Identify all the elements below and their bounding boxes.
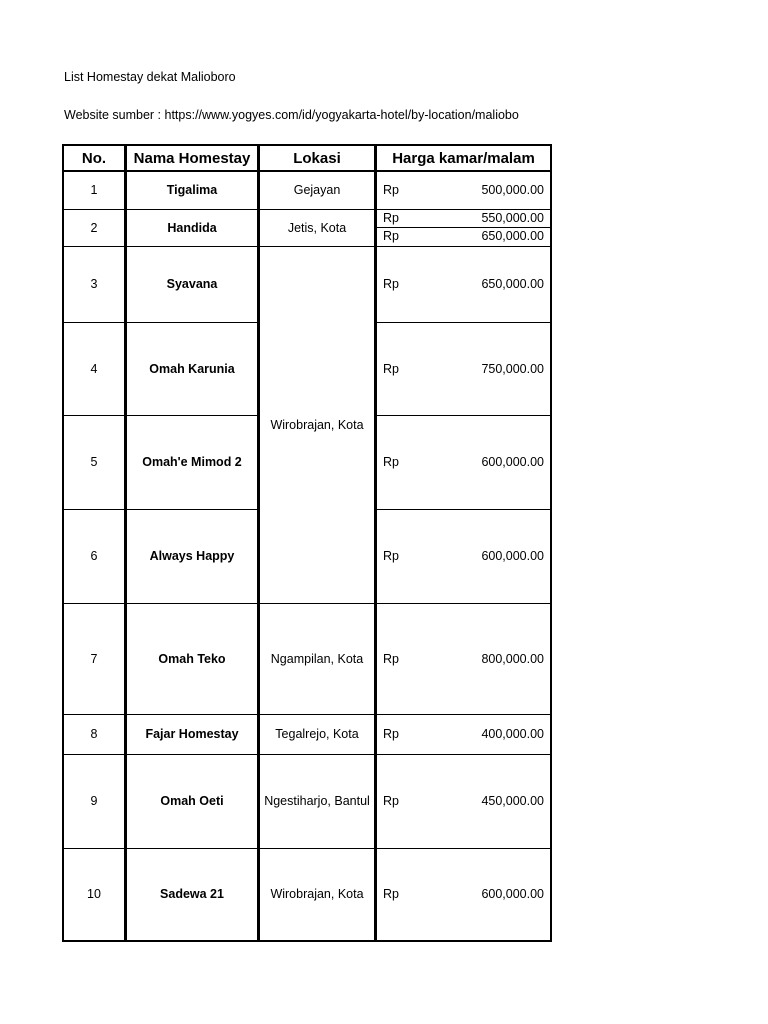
homestay-price — [376, 848, 552, 941]
price-amount: 500,000.00 — [481, 183, 544, 198]
homestay-price — [376, 246, 552, 322]
column-header-name: Nama Homestay — [126, 145, 259, 171]
currency-label: Rp — [383, 651, 399, 666]
table-row — [63, 754, 551, 848]
homestay-name: Sadewa 21 — [126, 848, 259, 941]
price-amount: 550,000.00 — [481, 211, 544, 225]
row-number: 8 — [63, 714, 126, 754]
price-amount: 600,000.00 — [481, 549, 544, 563]
price-amount: 600,000.00 — [481, 455, 544, 469]
homestay-location: Tegalrejo, Kota — [259, 714, 376, 754]
row-number: 9 — [63, 754, 126, 848]
price-amount: 650,000.00 — [481, 229, 544, 243]
homestay-name: Handida — [126, 209, 259, 246]
homestay-location: Wirobrajan, Kota — [259, 246, 376, 603]
row-number: 4 — [63, 322, 126, 415]
column-header-no: No. — [63, 145, 126, 171]
column-header-price: Harga kamar/malam — [376, 145, 552, 171]
currency-label: Rp — [383, 361, 399, 376]
price-amount: 400,000.00 — [481, 727, 544, 741]
currency-label: Rp — [383, 727, 399, 741]
homestay-name: Omah Oeti — [126, 754, 259, 848]
homestay-table — [62, 144, 552, 942]
table-row — [63, 603, 551, 714]
table-row — [63, 714, 551, 754]
currency-label: Rp — [383, 277, 399, 291]
currency-label: Rp — [383, 183, 399, 198]
homestay-location: Gejayan — [259, 171, 376, 209]
homestay-name: Omah Karunia — [126, 322, 259, 415]
homestay-price — [376, 322, 552, 415]
currency-label: Rp — [383, 455, 399, 469]
homestay-name: Omah'e Mimod 2 — [126, 415, 259, 509]
homestay-price — [376, 209, 552, 246]
homestay-price — [376, 415, 552, 509]
homestay-price — [376, 509, 552, 603]
homestay-price — [376, 603, 552, 714]
table-row — [63, 246, 551, 322]
homestay-location: Ngampilan, Kota — [259, 603, 376, 714]
currency-label: Rp — [383, 549, 399, 563]
table-row — [63, 171, 551, 209]
currency-label: Rp — [383, 211, 399, 225]
document-title: List Homestay dekat Malioboro — [64, 70, 236, 84]
homestay-name: Tigalima — [126, 171, 259, 209]
homestay-name: Always Happy — [126, 509, 259, 603]
price-amount: 600,000.00 — [481, 887, 544, 902]
table-row — [63, 848, 551, 941]
row-number: 1 — [63, 171, 126, 209]
row-number: 5 — [63, 415, 126, 509]
row-number: 2 — [63, 209, 126, 246]
currency-label: Rp — [383, 794, 399, 808]
homestay-location: Ngestiharjo, Bantul — [259, 754, 376, 848]
homestay-name: Fajar Homestay — [126, 714, 259, 754]
price-amount: 450,000.00 — [481, 794, 544, 808]
row-number: 6 — [63, 509, 126, 603]
currency-label: Rp — [383, 229, 399, 243]
row-number: 7 — [63, 603, 126, 714]
homestay-name: Syavana — [126, 246, 259, 322]
table-row — [63, 209, 551, 246]
row-number: 10 — [63, 848, 126, 941]
homestay-location: Jetis, Kota — [259, 209, 376, 246]
row-number: 3 — [63, 246, 126, 322]
price-amount: 750,000.00 — [481, 361, 544, 376]
homestay-name: Omah Teko — [126, 603, 259, 714]
column-header-location: Lokasi — [259, 145, 376, 171]
price-amount: 650,000.00 — [481, 277, 544, 291]
homestay-price — [376, 714, 552, 754]
source-website: Website sumber : https://www.yogyes.com/id/yogyakarta-hotel/by-location/maliobo — [64, 108, 519, 122]
homestay-price — [376, 171, 552, 209]
currency-label: Rp — [383, 887, 399, 902]
homestay-location: Wirobrajan, Kota — [259, 848, 376, 941]
table-header-row — [63, 145, 551, 171]
homestay-price — [376, 754, 552, 848]
price-amount: 800,000.00 — [481, 651, 544, 666]
